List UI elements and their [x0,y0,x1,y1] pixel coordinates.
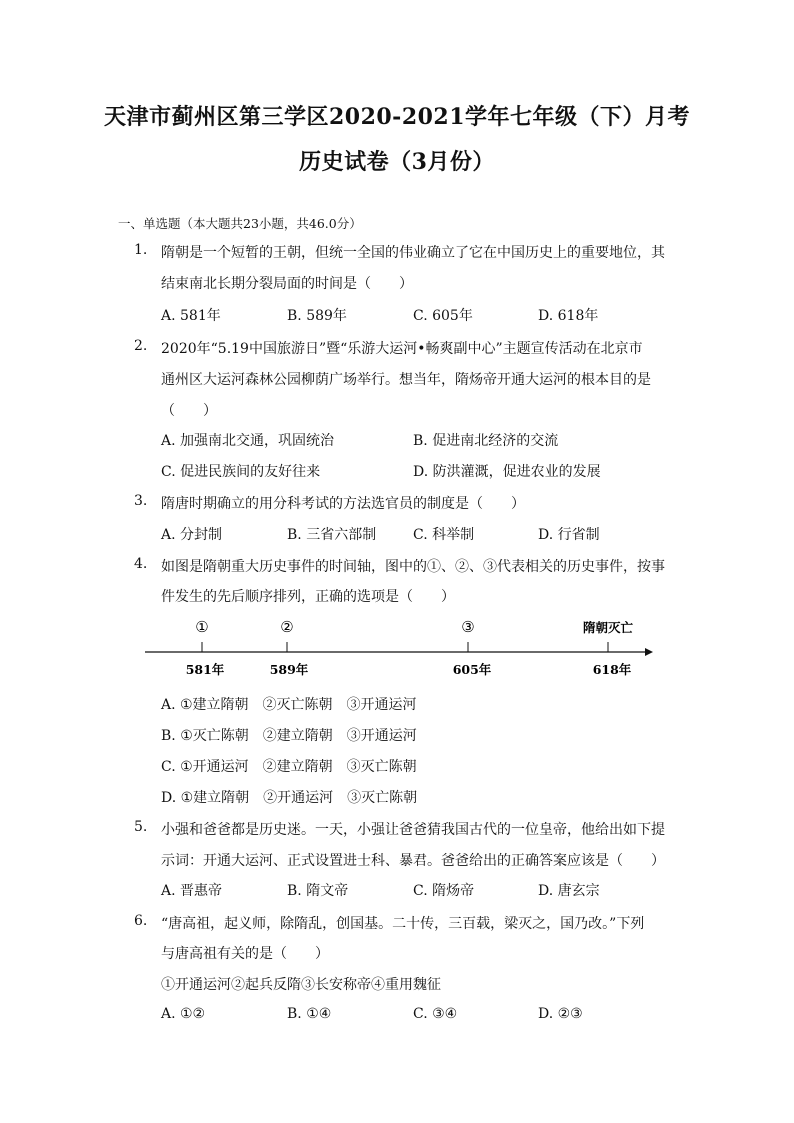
question-stem-line: 如图是隋朝重大历史事件的时间轴，图中的①、②、③代表相关的历史事件，按事 [161,559,665,575]
timeline-year: 605年 [452,662,492,677]
question-number: 2. [134,338,148,354]
option-d[interactable]: D. ②③ [538,1006,583,1022]
question-stem-line: 隋朝是一个短暂的王朝，但统一全国的伟业确立了它在中国历史上的重要地位，其 [161,245,665,261]
question-stem-line: 示词：开通大运河、正式设置进士科、暴君。爸爸给出的正确答案应该是（ ） [161,853,665,869]
question-stem-line: 件发生的先后顺序排列，正确的选项是（ ） [161,589,455,605]
question-stem-line: “唐高祖，起义师，除隋乱，创国基。二十传，三百载，梁灭之，国乃改。”下列 [161,916,645,932]
option-a[interactable]: A. ①建立隋朝 ②灭亡陈朝 ③开通运河 [161,697,417,713]
question-stem-line: （ ） [161,403,217,419]
question-number: 3. [134,493,148,509]
option-d[interactable]: D. 行省制 [538,527,600,543]
sui-timeline [140,612,660,682]
question-number: 6. [134,913,148,929]
option-b[interactable]: B. 三省六部制 [287,527,377,543]
option-a[interactable]: A. 加强南北交通，巩固统治 [161,433,335,449]
option-b[interactable]: B. 589年 [287,308,347,324]
exam-title-line1: 天津市蓟州区第三学区2020-2021学年七年级（下）月考 [103,104,691,130]
question-stem-line: 隋唐时期确立的用分科考试的方法选官员的制度是（ ） [161,496,525,512]
option-c[interactable]: C. ③④ [413,1006,458,1022]
question-stem-line: 小强和爸爸都是历史迷。一天，小强让爸爸猜我国古代的一位皇帝，他给出如下提 [161,822,665,838]
question-number: 5. [134,819,148,835]
exam-title-line2: 历史试卷（3月份） [299,149,495,175]
timeline-arrow [645,648,653,656]
option-c[interactable]: C. 促进民族间的友好往来 [161,464,321,480]
option-d[interactable]: D. ①建立隋朝 ②开通运河 ③灭亡陈朝 [161,790,418,806]
timeline-marker: 隋朝灭亡 [582,620,634,635]
timeline-year: 618年 [592,662,632,677]
option-b[interactable]: B. ①④ [287,1006,332,1022]
option-b[interactable]: B. 促进南北经济的交流 [413,433,559,449]
option-c[interactable]: C. ①开通运河 ②建立隋朝 ③灭亡陈朝 [161,759,417,775]
question-number: 1. [134,242,148,258]
option-a[interactable]: A. 晋惠帝 [161,883,223,899]
timeline-year: 589年 [269,662,309,677]
option-d[interactable]: D. 防洪灌溉，促进农业的发展 [413,464,601,480]
question-number: 4. [134,556,148,572]
option-b[interactable]: B. 隋文帝 [287,883,349,899]
timeline-marker: ① [195,618,209,636]
option-a[interactable]: A. ①② [161,1006,206,1022]
section-heading: 一、单选题（本大题共23小题，共46.0分） [118,216,362,231]
option-d[interactable]: D. 618年 [538,308,599,324]
question-stem-line: 2020年“5.19中国旅游日”暨“乐游大运河•畅爽副中心”主题宣传活动在北京市 [161,341,643,357]
question-stem-line: ①开通运河②起兵反隋③长安称帝④重用魏征 [161,977,441,993]
option-c[interactable]: C. 科举制 [413,527,475,543]
question-stem-line: 通州区大运河森林公园柳荫广场举行。想当年，隋炀帝开通大运河的根本目的是 [161,372,651,388]
question-stem-line: 与唐高祖有关的是（ ） [161,946,329,962]
option-a[interactable]: A. 分封制 [161,527,223,543]
option-c[interactable]: C. 605年 [413,308,473,324]
option-b[interactable]: B. ①灭亡陈朝 ②建立隋朝 ③开通运河 [161,728,417,744]
timeline-marker: ② [280,618,294,636]
question-stem-line: 结束南北长期分裂局面的时间是（ ） [161,276,413,292]
option-d[interactable]: D. 唐玄宗 [538,883,600,899]
timeline-year: 581年 [185,662,225,677]
timeline-marker: ③ [461,618,475,636]
option-c[interactable]: C. 隋炀帝 [413,883,475,899]
option-a[interactable]: A. 581年 [161,308,221,324]
